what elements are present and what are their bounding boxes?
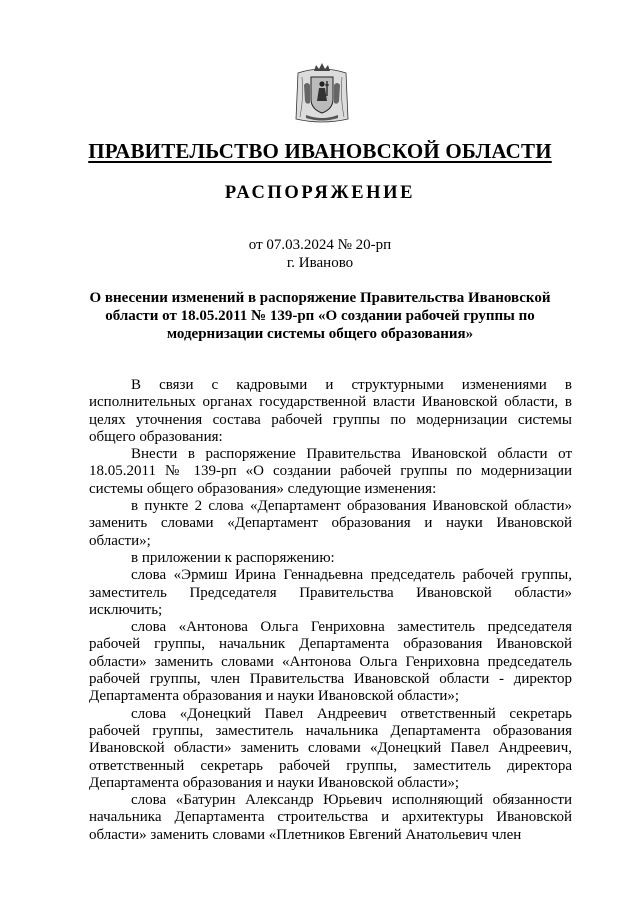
- paragraph: В связи с кадровыми и структурными изменениями в исполнительных органах государственной власти Ивановской области, в целях уточнения состава рабочей группы по модернизации системы общего образования:: [89, 377, 572, 445]
- organization-title: ПРАВИТЕЛЬСТВО ИВАНОВСКОЙ ОБЛАСТИ: [88, 139, 552, 163]
- city: г. Иваново: [286, 255, 354, 271]
- document-subject: О внесении изменений в распоряжение Правительства Ивановской области от 18.05.2011 № 139-рп «О создании рабочей группы по модернизации системы общего образования»: [89, 290, 551, 342]
- paragraph: слова «Донецкий Павел Андреевич ответственный секретарь рабочей группы, заместитель начальника Департамента образования Ивановской области» заменить словами «Донецкий Павел Андреевич, ответственный секретарь рабочей группы, заместитель директора Департамента образования и науки Ивановской области»;: [89, 705, 572, 791]
- date-number: от 07.03.2024 № 20-рп: [248, 237, 392, 253]
- coat-of-arms-icon: [294, 63, 350, 125]
- paragraph: в пункте 2 слова «Департамент образования Ивановской области» заменить словами «Департамент образования и науки Ивановской области»;: [89, 498, 572, 549]
- date-and-number-block: [0, 236, 640, 272]
- paragraph: слова «Эрмиш Ирина Геннадьевна председатель рабочей группы, заместитель Председателя Правительства Ивановской области» исключить;: [89, 567, 572, 618]
- paragraph: слова «Батурин Александр Юрьевич исполняющий обязанности начальника Департамента строительства и архитектуры Ивановской области» заменить словами «Плетников Евгений Анатольевич член: [89, 792, 572, 843]
- paragraph: в приложении к распоряжению:: [131, 549, 335, 566]
- paragraph: слова «Антонова Ольга Генриховна заместитель председателя рабочей группы, начальник Департамента образования Ивановской области» заменить словами «Антонова Ольга Генриховна председатель рабочей группы, член Правительства Ивановской области - директор Департамента образования и науки Ивановской области»;: [89, 619, 572, 705]
- document-body: [89, 377, 572, 844]
- paragraph: Внести в распоряжение Правительства Ивановской области от 18.05.2011 № 139-рп «О создании рабочей группы по модернизации системы общего образования» следующие изменения:: [89, 446, 572, 497]
- document-type-title: РАСПОРЯЖЕНИЕ: [224, 183, 416, 203]
